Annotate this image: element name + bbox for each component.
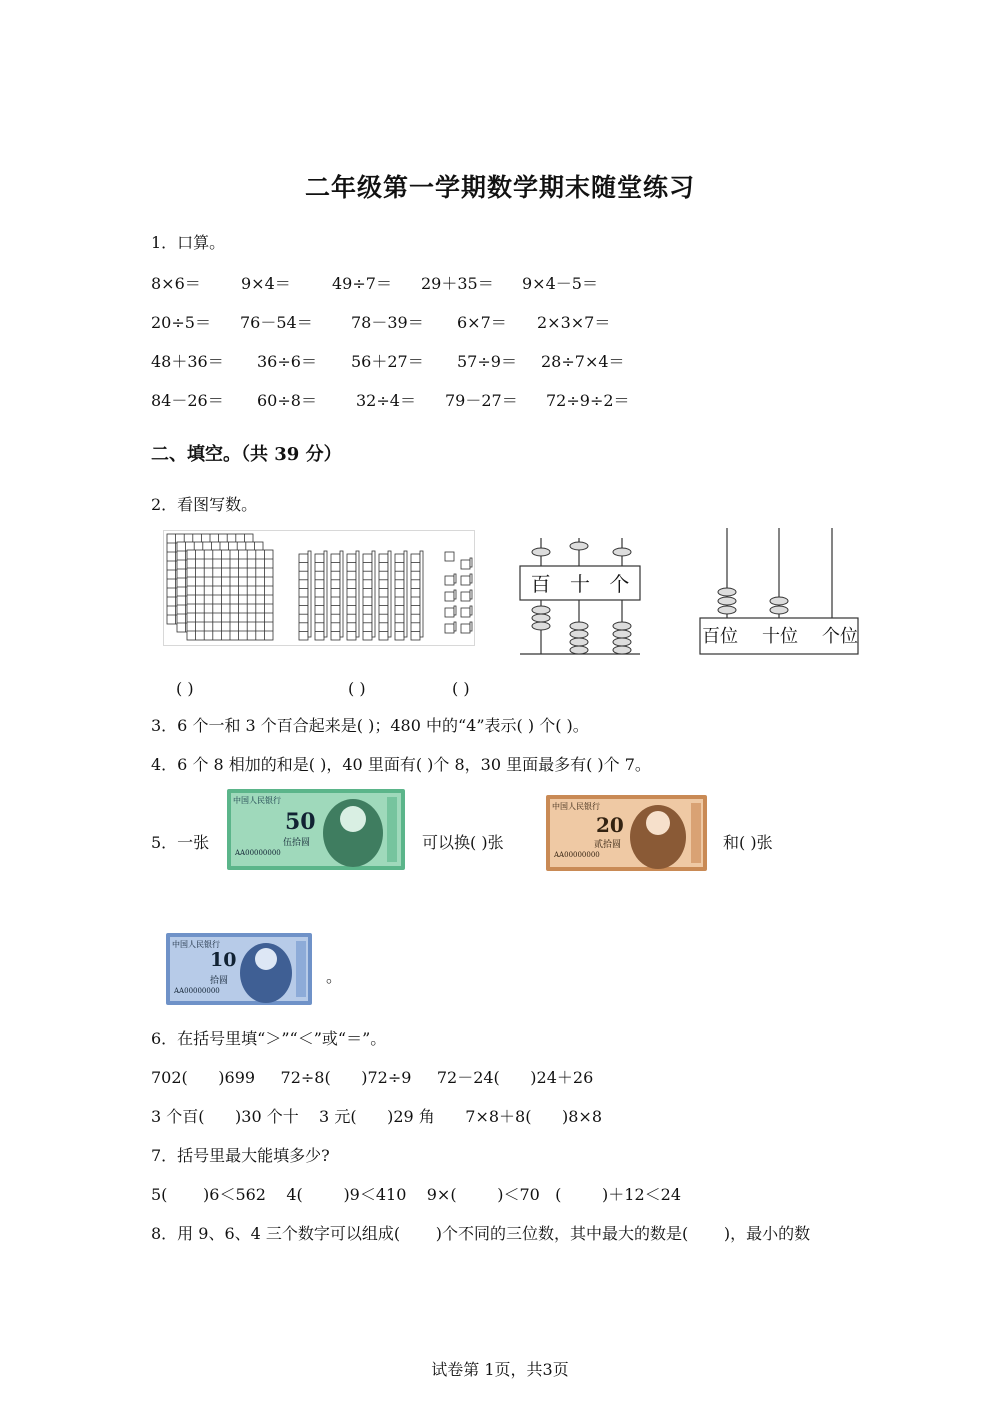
q1-item: 56＋27＝ xyxy=(351,352,424,371)
q1-item: 6×7＝ xyxy=(457,313,507,332)
q1-item: 79－27＝ xyxy=(445,391,518,410)
banknote-10-image xyxy=(166,933,312,1005)
q5-prefix: 5．一张 xyxy=(151,833,210,852)
place-label: 十位 xyxy=(762,626,798,647)
bill-header: 中国人民银行 xyxy=(233,796,281,805)
bill-value: 20 xyxy=(596,813,624,837)
bill-serial: AA00000000 xyxy=(554,851,600,859)
q5-mid-1: 可以换( )张 xyxy=(422,833,504,852)
answer-blank[interactable]: ( ) xyxy=(348,679,366,698)
q1-item: 60÷8＝ xyxy=(257,391,317,410)
q1-item: 29＋35＝ xyxy=(421,274,494,293)
q1-item: 72÷9÷2＝ xyxy=(546,391,630,410)
bill-value: 10 xyxy=(210,949,237,971)
page-footer: 试卷第 1页，共3页 xyxy=(431,1360,569,1379)
q7-line: 5( )6＜562 4( )9＜410 9×( )＜70 ( )＋12＜24 xyxy=(151,1185,682,1204)
q1-item: 57÷9＝ xyxy=(457,352,517,371)
q1-item: 28÷7×4＝ xyxy=(541,352,625,371)
q1-item: 36÷6＝ xyxy=(257,352,317,371)
bill-header: 中国人民银行 xyxy=(172,940,220,949)
place-label: 个位 xyxy=(822,626,858,647)
q5-mid-2: 和( )张 xyxy=(723,833,773,852)
bill-word: 拾圆 xyxy=(210,976,229,986)
q1-item: 9×4－5＝ xyxy=(522,274,598,293)
section-heading: 二、填空。（共 39 分） xyxy=(151,444,342,465)
q1-item: 8×6＝ xyxy=(151,274,201,293)
q6-line-2: 3 个百( )30 个十 3 元( )29 角 7×8＋8( )8×8 xyxy=(151,1107,602,1126)
place-label: 百位 xyxy=(702,626,738,647)
abacus-label-row xyxy=(521,568,639,597)
base-ten-blocks-figure xyxy=(163,530,475,646)
q1-item: 9×4＝ xyxy=(241,274,291,293)
page-title: 二年级第一学期数学期末随堂练习 xyxy=(304,173,695,202)
abacus-label: 个 xyxy=(609,572,630,596)
q7-heading: 7．括号里最大能填多少? xyxy=(151,1146,330,1165)
q1-item: 48＋36＝ xyxy=(151,352,224,371)
answer-blank[interactable]: ( ) xyxy=(176,679,194,698)
bill-value: 50 xyxy=(285,809,316,835)
abacus-figure xyxy=(518,538,642,656)
bill-header: 中国人民银行 xyxy=(552,802,600,811)
q1-item: 49÷7＝ xyxy=(332,274,392,293)
bill-serial: AA00000000 xyxy=(174,987,220,995)
q8-text: 8．用 9、6、4 三个数字可以组成( )个不同的三位数，其中最大的数是( )，最小的数 xyxy=(151,1224,811,1243)
q4-text: 4．6 个 8 相加的和是( )，40 里面有( )个 8，30 里面最多有( )个 7。 xyxy=(151,755,651,774)
q1-item: 20÷5＝ xyxy=(151,313,211,332)
answer-blank[interactable]: ( ) xyxy=(452,679,470,698)
q2-heading: 2．看图写数。 xyxy=(151,495,258,514)
q6-line-1: 702( )699 72÷8( )72÷9 72－24( )24＋26 xyxy=(151,1068,594,1087)
bill-serial: AA00000000 xyxy=(235,849,281,857)
q1-item: 76－54＝ xyxy=(240,313,313,332)
bill-word: 伍拾圆 xyxy=(283,838,311,848)
q1-item: 32÷4＝ xyxy=(356,391,416,410)
q6-heading: 6．在括号里填“＞”“＜”或“＝”。 xyxy=(151,1029,387,1048)
abacus-label: 百 xyxy=(530,572,551,596)
q1-item: 84－26＝ xyxy=(151,391,224,410)
q5-end: 。 xyxy=(326,967,343,986)
q3-text: 3．6 个一和 3 个百合起来是( )；480 中的“4”表示( ) 个( )。 xyxy=(151,716,589,735)
bill-word: 贰拾圆 xyxy=(594,840,622,850)
q1-item: 2×3×7＝ xyxy=(537,313,611,332)
banknote-20-image xyxy=(546,795,707,871)
banknote-50-image xyxy=(227,789,405,870)
q1-item: 78－39＝ xyxy=(351,313,424,332)
abacus-label: 十 xyxy=(569,572,590,596)
q1-heading: 1．口算。 xyxy=(151,233,226,252)
place-label-row xyxy=(702,622,858,648)
